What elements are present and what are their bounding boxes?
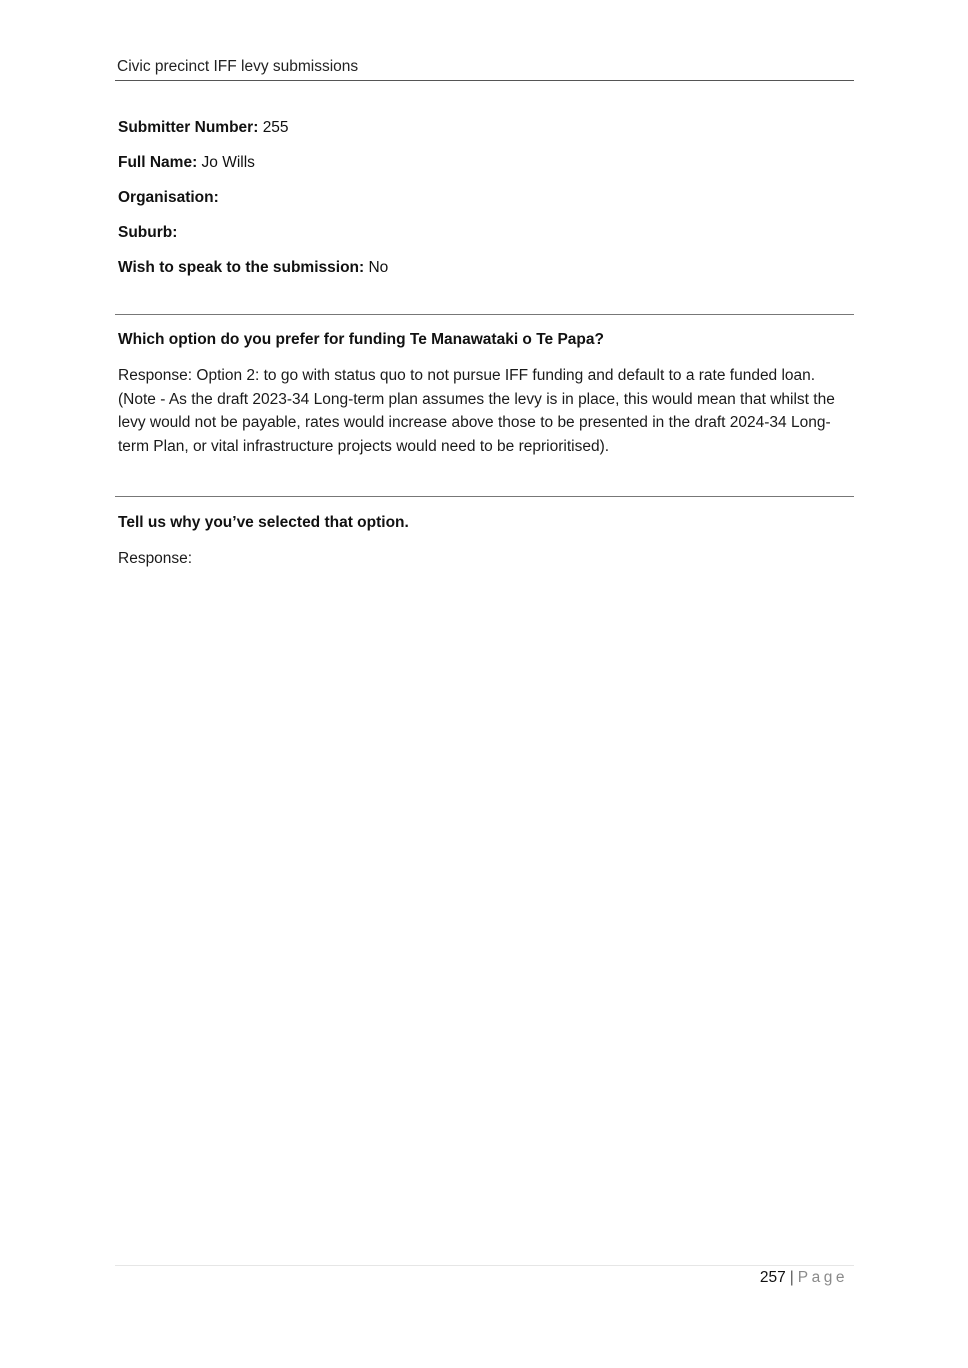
page-separator: | (789, 1269, 794, 1286)
question-heading: Tell us why you’ve selected that option. (118, 514, 409, 531)
page-footer (760, 1268, 848, 1288)
section-divider (115, 496, 854, 497)
question-response: Response: (118, 550, 193, 567)
question-heading: Which option do you prefer for funding Te Manawataki o Te Papa? (118, 331, 604, 348)
suburb-label: Suburb: (118, 224, 178, 241)
header-divider (115, 80, 854, 81)
submitter-number-value: 255 (262, 119, 289, 136)
footer-divider (115, 1265, 854, 1266)
suburb-field (118, 223, 177, 243)
submitter-number-label: Submitter Number: (118, 119, 259, 136)
page-word: Page (797, 1269, 848, 1286)
running-header: Civic precinct IFF levy submissions (117, 58, 359, 75)
wish-to-speak-label: Wish to speak to the submission: (118, 259, 365, 276)
section-divider (115, 314, 854, 315)
organisation-label: Organisation: (118, 189, 219, 206)
submitter-number-field (118, 118, 289, 138)
question-response: Response: Option 2: to go with status quo to not pursue IFF funding and default to a rate funded loan. (Note - As the draft 2023-34 Long-term plan assumes the levy is in place, this would mean that whilst the levy would not be payable, rates would increase above those to be presented in the draft 2024-34 Long-term Plan, or vital infrastructure projects would need to be reprioritised). (118, 367, 835, 455)
full-name-value: Jo Wills (201, 154, 255, 171)
full-name-label: Full Name: (118, 154, 198, 171)
page-number: 257 (759, 1269, 786, 1286)
wish-to-speak-value: No (368, 259, 389, 276)
full-name-field (118, 153, 255, 173)
organisation-field (118, 188, 219, 208)
wish-to-speak-field (118, 258, 388, 278)
